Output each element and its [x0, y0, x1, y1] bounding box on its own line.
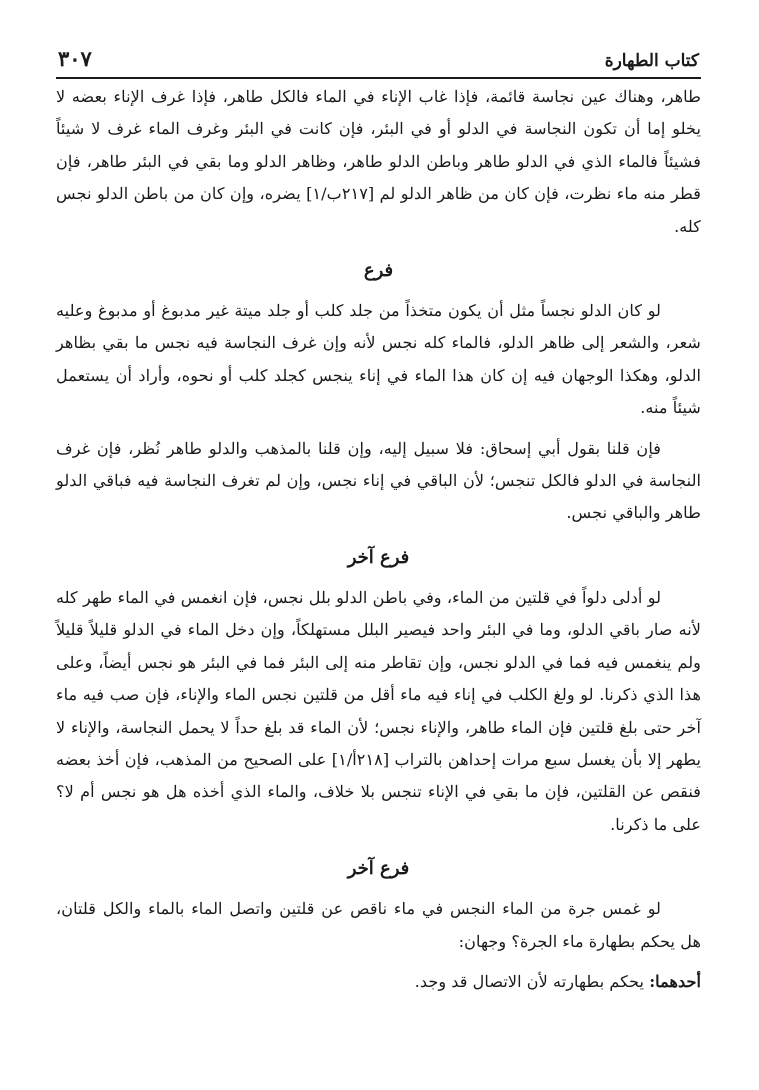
paragraph: لو كان الدلو نجساً مثل أن يكون متخذاً من جلد كلب أو جلد ميتة غير مدبوغ أو مدبوغ وعليه شعر، والشعر إلى ظاهر الدلو، فالماء كله نجس لأنه وإن غرف النجاسة فيه نجس ما بقي بظاهر الدلو، وهكذا الوجهان فيه إن كان هذا الماء في إناء ينجس كجلد كلب أو نحوه، وأراد أن يستعمل شيئاً منه. — [56, 301, 701, 418]
section-heading: فرع — [363, 260, 394, 282]
page-number: ٣٠٧ — [58, 46, 92, 71]
paragraph: لو غمس جرة من الماء النجس في ماء ناقص عن قلتين واتصل الماء بالماء والكل قلتان، هل يحكم بطهارة ماء الجرة؟ وجهان: — [56, 899, 701, 951]
point-lead: أحدهما: — [649, 971, 701, 991]
point-text: يحكم بطهارته لأن الاتصال قد وجد. — [414, 971, 650, 991]
page-body — [56, 81, 701, 998]
section-heading: فرع آخر — [347, 858, 410, 880]
paragraph: طاهر، وهناك عين نجاسة قائمة، فإذا غاب الإناء في الماء فالكل طاهر، فإذا غرف الإناء بعضه لا يخلو إما أن تكون النجاسة في الدلو أو في البئر، فإن كانت في البئر وغرف الماء غرف لا شيئاً فشيئاً فالماء الذي في الدلو طاهر وباطن الدلو طاهر، وظاهر الدلو وما بقي في البئر طاهر، فإن قطر منه ماء نظرت، فإن كان من ظاهر الدلو لم [٢١٧ب/١] يضره، وإن كان من باطن الدلو نجس كله. — [56, 87, 701, 236]
page-header — [56, 46, 701, 79]
paragraph: لو أدلى دلواً في قلتين من الماء، وفي باطن الدلو بلل نجس، فإن انغمس في الماء طهر كله لأنه صار باقي الدلو، وما في البئر واحد فيصير البلل مستهلكاً، وإن دخل الماء في الدلو قليلاً قليلاً ولم ينغمس فيه فما في الدلو نجس، وإن تقاطر منه إلى البئر فما في البئر هو نجس أيضاً، وعلى هذا الذي ذكرنا. لو ولغ الكلب في إناء فيه ماء أقل من قلتين نجس الماء والإناء، فإن صب فيه ماء آخر حتى بلغ قلتين فإن الماء طاهر، والإناء نجس؛ لأن الماء قد بلغ حداً لا يحمل النجاسة، والإناء لا يطهر إلا بأن يغسل سبع مرات إحداهن بالتراب [٢١٨أ/١] على الصحيح من المذهب، فإن أخذ بعضه فنقص عن القلتين، فإن ما بقي في الإناء تنجس بلا خلاف، والماء الذي أخذه هل هو نجس أم لا؟ على ما ذكرنا. — [56, 587, 701, 834]
point-line — [56, 966, 701, 998]
paragraph: فإن قلنا بقول أبي إسحاق: فلا سبيل إليه، وإن قلنا بالمذهب والدلو طاهر نُظر، فإن غرف النجاسة في الدلو فالكل تنجس؛ لأن الباقي في إناء نجس، وإن لم تغرف النجاسة فيه فباقي الدلو طاهر والباقي نجس. — [56, 438, 701, 523]
book-title: كتاب الطهارة — [604, 51, 699, 71]
section-heading: فرع آخر — [347, 546, 410, 568]
